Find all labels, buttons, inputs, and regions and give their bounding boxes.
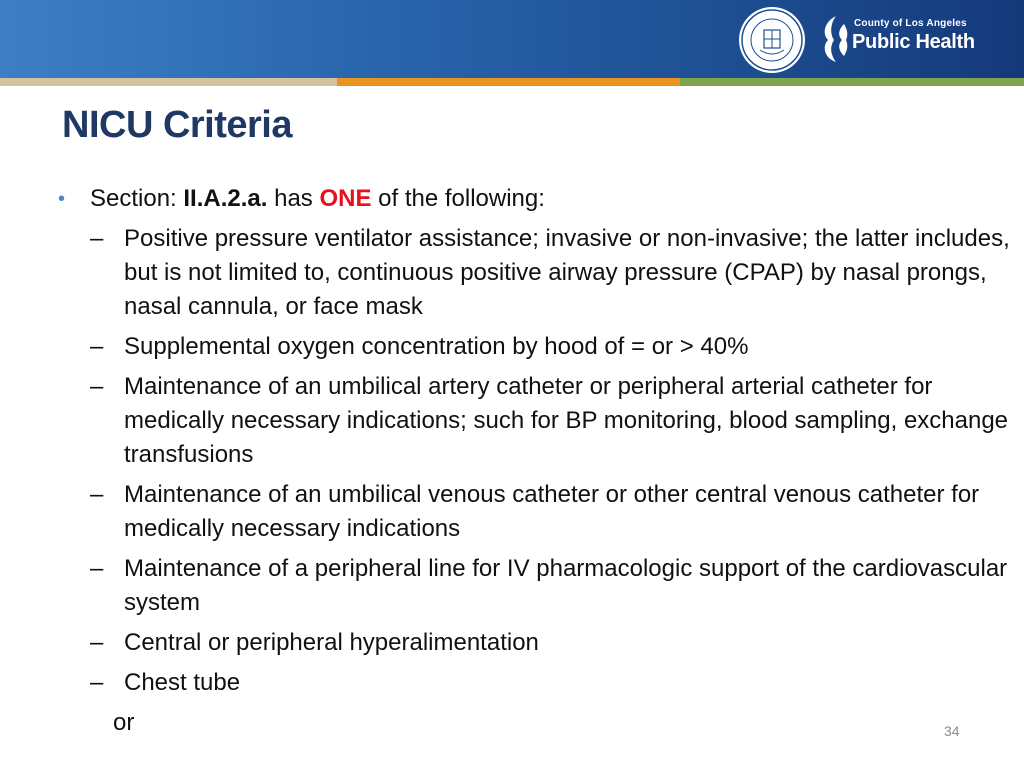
dash-icon: – (90, 555, 104, 582)
dash-icon: – (90, 225, 104, 252)
public-health-logo (818, 12, 1018, 68)
criteria-item (58, 330, 1018, 364)
dash-icon: – (90, 481, 104, 508)
header-banner (0, 0, 1024, 78)
criteria-item (58, 222, 1018, 324)
criteria-item (58, 552, 1018, 620)
intro-prefix: Section: (90, 185, 184, 212)
criteria-item-text: Maintenance of an umbilical venous catheter or other central venous catheter for medically necessary indications (124, 481, 980, 542)
intro-middle: has (267, 185, 320, 212)
criteria-item (58, 666, 1018, 700)
dash-icon: – (90, 333, 104, 360)
criteria-item (58, 370, 1018, 472)
criteria-item-text: Maintenance of an umbilical artery catheter or peripheral arterial catheter for medically necessary indications; such for BP monitoring, blood sampling, exchange transfusions (124, 373, 1009, 468)
criteria-item-text: Supplemental oxygen concentration by hood of = or > 40% (124, 333, 749, 360)
stripe-tan (0, 78, 337, 86)
criteria-item-text: Central or peripheral hyperalimentation (124, 629, 539, 656)
dash-icon: – (90, 669, 104, 696)
county-seal-icon (738, 6, 806, 74)
criteria-item-text: Positive pressure ventilator assistance; invasive or non-invasive; the latter includes, but is not limited to, continuous positive airway pressure (CPAP) by nasal prongs, nasal cannula, or face mask (124, 225, 1010, 320)
criteria-item (58, 478, 1018, 546)
slide-title: NICU Criteria (62, 104, 292, 146)
bullet-icon: • (58, 188, 66, 210)
section-reference: II.A.2.a. (183, 185, 268, 212)
stripe-green (680, 78, 1024, 86)
page-number: 34 (944, 723, 960, 739)
slide-body (58, 182, 1018, 740)
trailing-or: or (113, 709, 135, 736)
emphasis-one: ONE (319, 185, 372, 212)
dash-icon: – (90, 373, 104, 400)
logo-public-health-text: Public Health (852, 31, 975, 53)
intro-suffix: of the following: (371, 185, 545, 212)
criteria-item-text: Chest tube (124, 669, 241, 696)
public-health-logo-icon (818, 14, 852, 64)
intro-bullet (58, 182, 1018, 216)
criteria-item (58, 626, 1018, 660)
stripe-orange (337, 78, 680, 86)
dash-icon: – (90, 629, 104, 656)
logo-county-text: County of Los Angeles (854, 18, 967, 29)
criteria-item-text: Maintenance of a peripheral line for IV pharmacologic support of the cardiovascular system (124, 555, 1008, 616)
